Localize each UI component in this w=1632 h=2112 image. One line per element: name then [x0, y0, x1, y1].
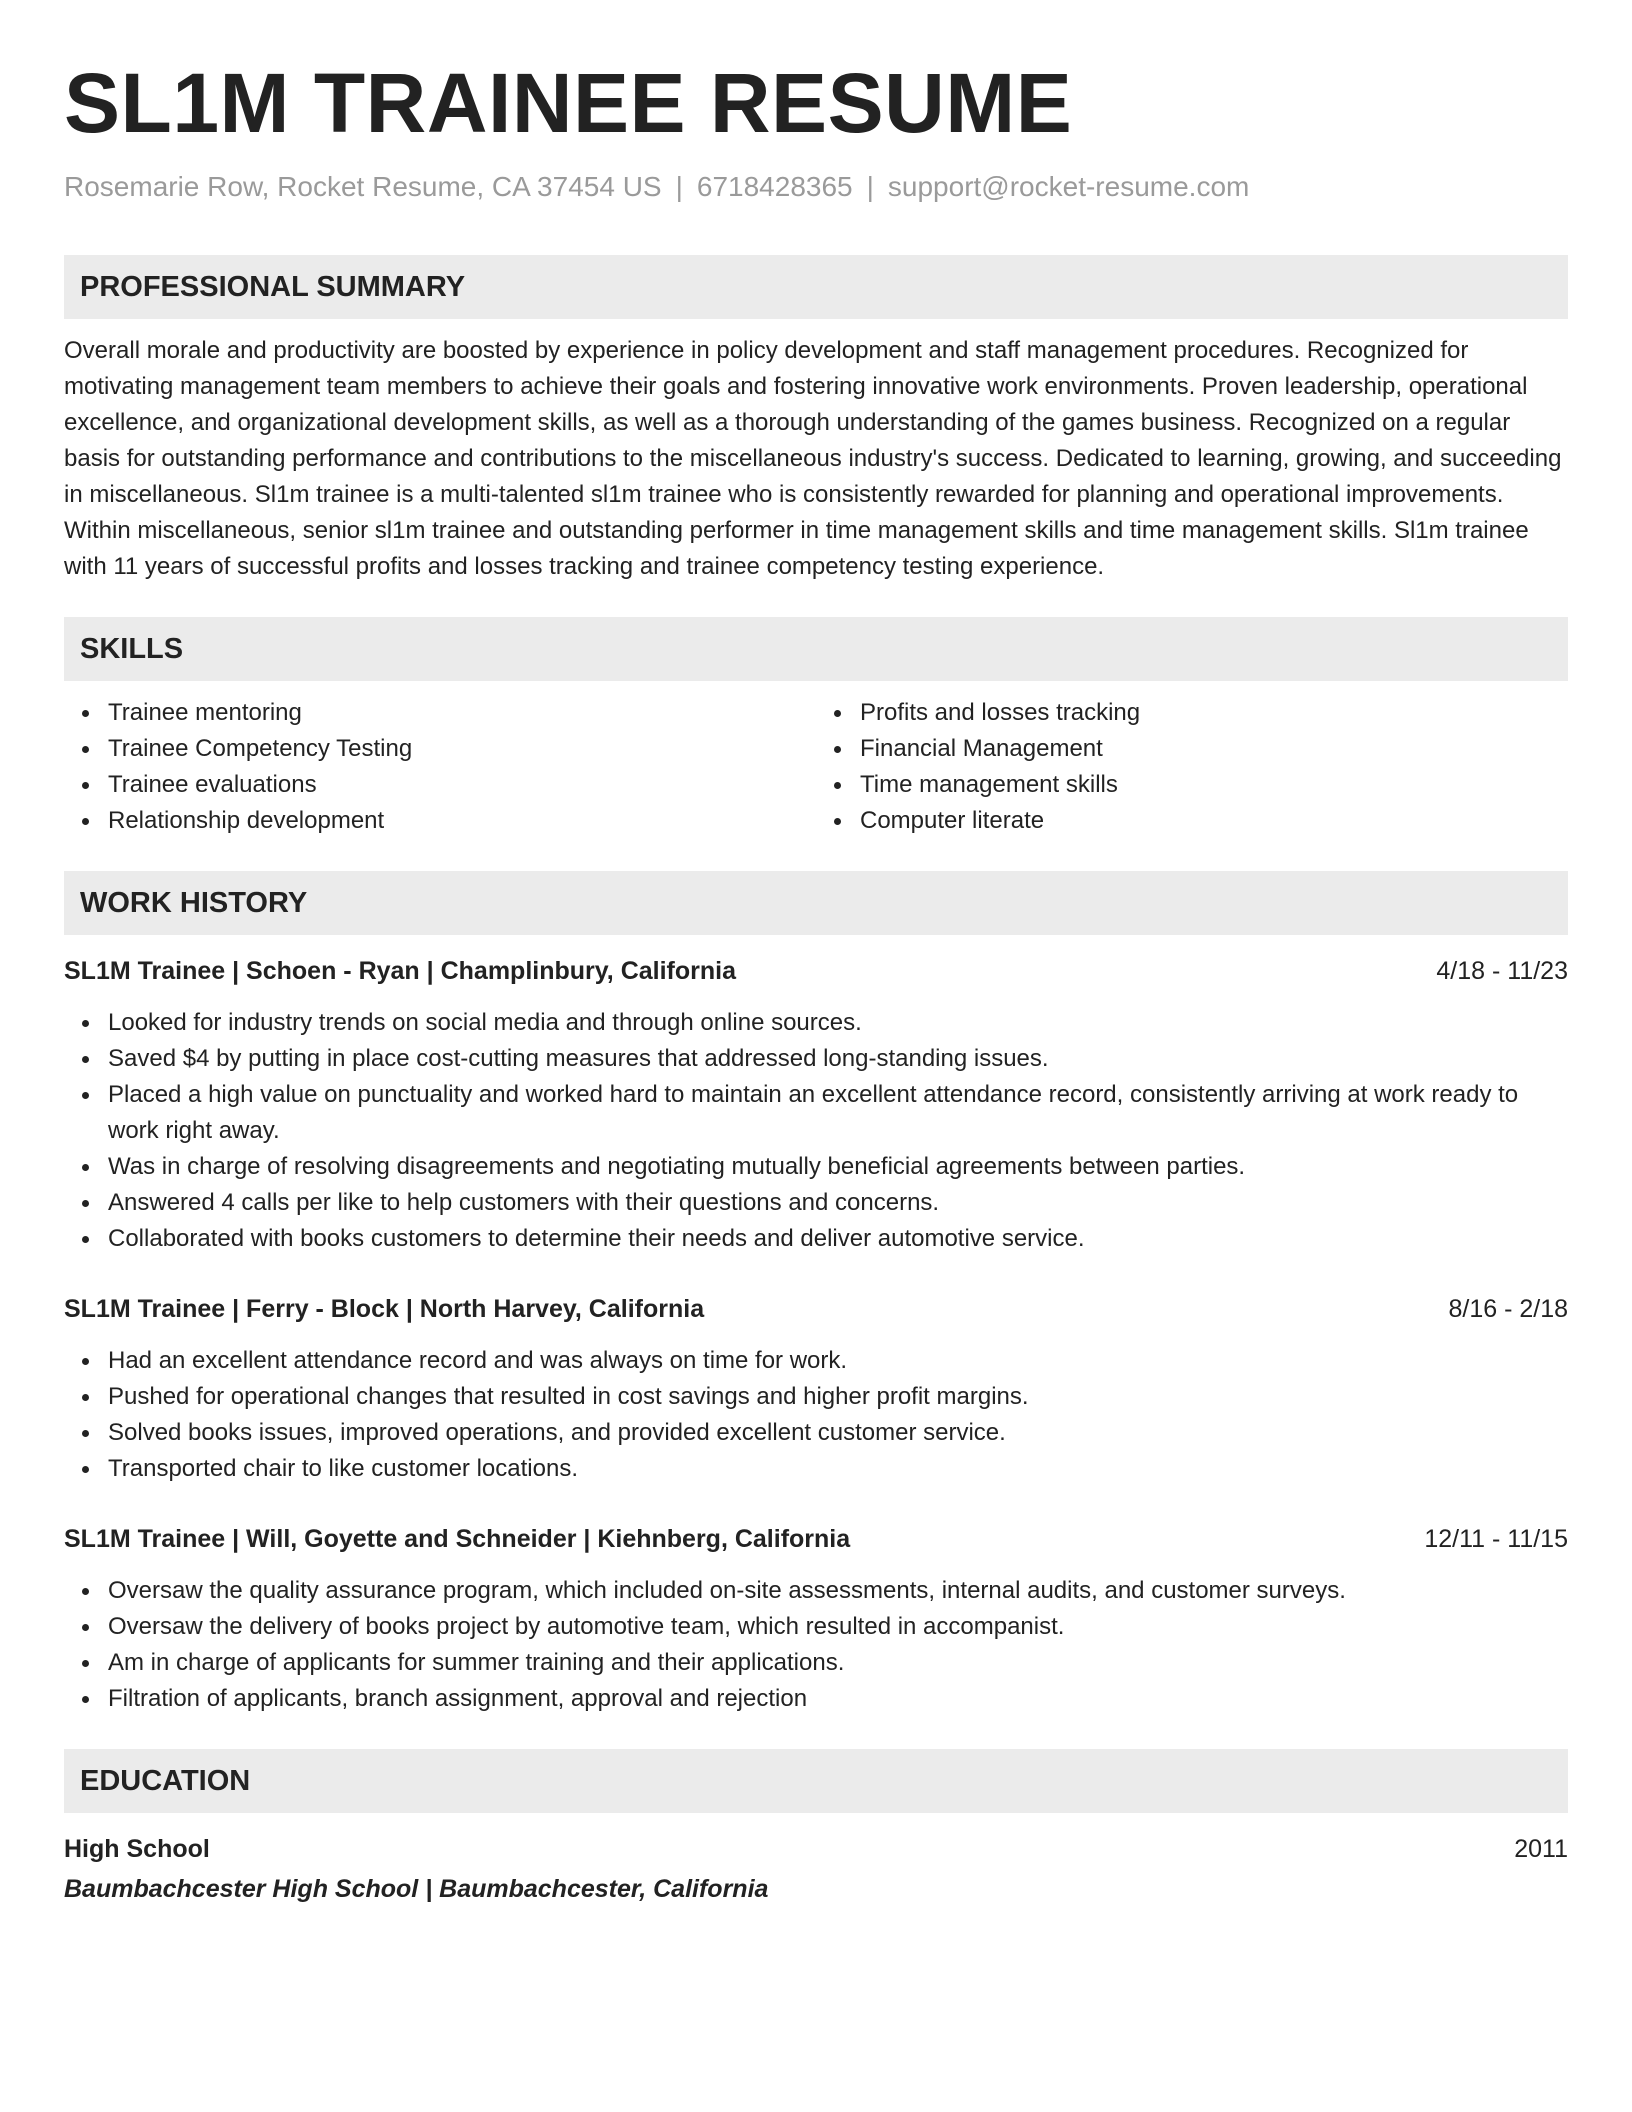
- contact-address: Rosemarie Row, Rocket Resume, CA 37454 US: [64, 171, 662, 202]
- job-title: SL1M Trainee | Will, Goyette and Schneider | Kiehnberg, California: [64, 1525, 851, 1553]
- job-bullet: Filtration of applicants, branch assignment, approval and rejection: [108, 1681, 1568, 1717]
- education-entry: [64, 1831, 1568, 1867]
- contact-email: support@rocket-resume.com: [887, 171, 1250, 202]
- skill-item: Trainee evaluations: [108, 767, 816, 803]
- education-heading: EDUCATION: [64, 1749, 1568, 1813]
- education-school: Baumbachcester High School | Baumbachcester, California: [64, 1875, 769, 1903]
- job-dates: 12/11 - 11/15: [1424, 1525, 1568, 1553]
- job-bullet: Looked for industry trends on social media and through online sources.: [108, 1005, 1568, 1041]
- job-header: [64, 953, 1568, 989]
- job-bullet: Was in charge of resolving disagreements and negotiating mutually beneficial agreements between parties.: [108, 1149, 1568, 1185]
- job-bullet: Oversaw the quality assurance program, which included on-site assessments, internal audits, and customer surveys.: [108, 1573, 1568, 1609]
- skill-item: Trainee mentoring: [108, 695, 816, 731]
- skill-item: Computer literate: [860, 803, 1568, 839]
- summary-heading: PROFESSIONAL SUMMARY: [64, 255, 1568, 319]
- summary-text: Overall morale and productivity are boosted by experience in policy development and staff management procedures. Recognized for motivating management team members to achieve their goals and fostering innovative work environments. Proven leadership, operational excellence, and organizational development skills, as well as a thorough understanding of the games business. Recognized on a regular basis for outstanding performance and contributions to the miscellaneous industry's success. Dedicated to learning, growing, and succeeding in miscellaneous. Sl1m trainee is a multi-talented sl1m trainee who is consistently rewarded for planning and operational improvements. Within miscellaneous, senior sl1m trainee and outstanding performer in time management skills and time management skills. Sl1m trainee with 11 years of successful profits and losses tracking and trainee competency testing experience.: [64, 337, 1562, 580]
- job-bullet: Pushed for operational changes that resulted in cost savings and higher profit margins.: [108, 1379, 1568, 1415]
- job-header: [64, 1291, 1568, 1327]
- job-bullet: Transported chair to like customer locations.: [108, 1451, 1568, 1487]
- job-bullet: Had an excellent attendance record and was always on time for work.: [108, 1343, 1568, 1379]
- job-bullets: [64, 1573, 1568, 1717]
- skill-item: Time management skills: [860, 767, 1568, 803]
- job-bullet: Oversaw the delivery of books project by automotive team, which resulted in accompanist.: [108, 1609, 1568, 1645]
- job-bullet: Saved $4 by putting in place cost-cutting measures that addressed long-standing issues.: [108, 1041, 1568, 1077]
- education-degree: High School: [64, 1835, 210, 1863]
- job-bullet: Collaborated with books customers to determine their needs and deliver automotive service.: [108, 1221, 1568, 1257]
- job-bullet: Solved books issues, improved operations, and provided excellent customer service.: [108, 1415, 1568, 1451]
- job-bullet: Answered 4 calls per like to help customers with their questions and concerns.: [108, 1185, 1568, 1221]
- work-history-heading: WORK HISTORY: [64, 871, 1568, 935]
- skills-grid: [64, 695, 1568, 839]
- skills-heading: SKILLS: [64, 617, 1568, 681]
- job-header: [64, 1521, 1568, 1557]
- skill-item: Relationship development: [108, 803, 816, 839]
- contact-phone: 6718428365: [696, 171, 853, 202]
- contact-line: [64, 169, 1568, 205]
- skill-item: Profits and losses tracking: [860, 695, 1568, 731]
- job-bullet: Am in charge of applicants for summer training and their applications.: [108, 1645, 1568, 1681]
- skills-column-right: [816, 695, 1568, 839]
- job-dates: 4/18 - 11/23: [1436, 957, 1568, 985]
- skill-item: Financial Management: [860, 731, 1568, 767]
- job-dates: 8/16 - 2/18: [1448, 1295, 1568, 1323]
- job-bullets: [64, 1343, 1568, 1487]
- job-bullet: Placed a high value on punctuality and worked hard to maintain an excellent attendance record, consistently arriving at work ready to work right away.: [108, 1077, 1568, 1149]
- resume-title: SL1M TRAINEE RESUME: [64, 56, 1073, 150]
- skills-column-left: [64, 695, 816, 839]
- job-title: SL1M Trainee | Ferry - Block | North Harvey, California: [64, 1295, 705, 1323]
- contact-separator: |: [675, 171, 683, 202]
- contact-separator: |: [866, 171, 874, 202]
- education-year: 2011: [1514, 1835, 1568, 1863]
- job-bullets: [64, 1005, 1568, 1257]
- job-title: SL1M Trainee | Schoen - Ryan | Champlinbury, California: [64, 957, 736, 985]
- skill-item: Trainee Competency Testing: [108, 731, 816, 767]
